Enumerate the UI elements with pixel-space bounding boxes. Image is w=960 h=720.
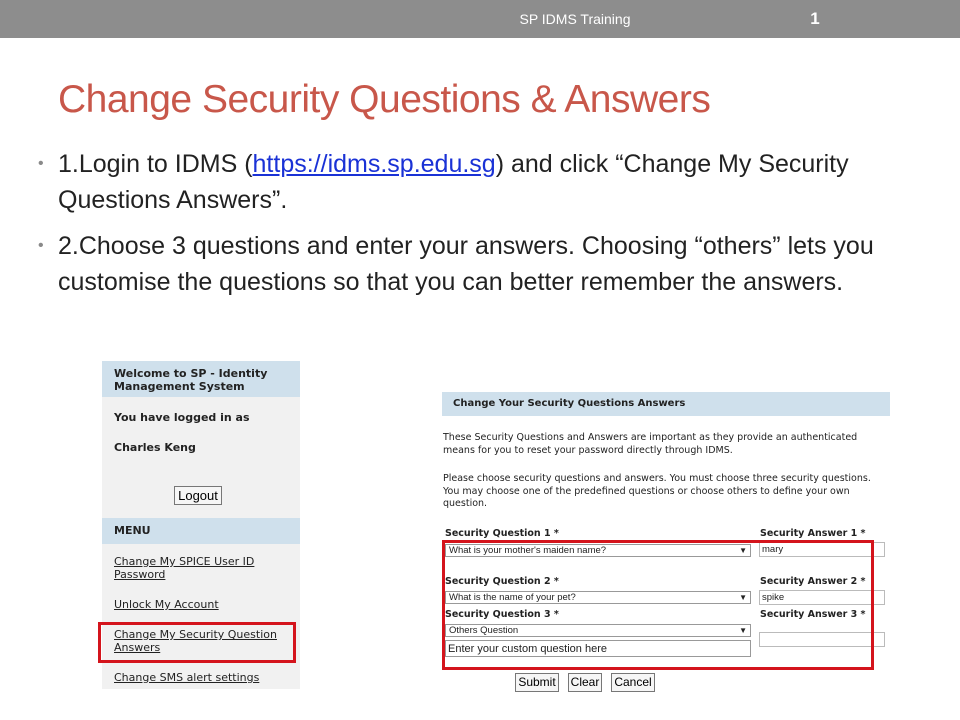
bullet-dot-icon: • [38, 155, 44, 172]
welcome-header [102, 361, 300, 397]
dropdown-arrow-icon: ▼ [739, 546, 747, 555]
answer-2-label: Security Answer 2 * [760, 576, 866, 587]
idms-link[interactable]: https://idms.sp.edu.sg [252, 150, 496, 178]
clear-button[interactable]: Clear [568, 673, 602, 692]
form-instructions-text: Please choose security questions and answers. You must choose three security questions. You may choose one of the predefined questions or choose others to define your own question. [443, 473, 871, 509]
answer-3-label: Security Answer 3 * [760, 609, 866, 620]
question-3-value: Others Question [449, 625, 519, 636]
answer-1-input[interactable]: mary [759, 542, 885, 557]
bullet-text-after: ) and click “Change My Security Questions Answers”. [58, 150, 849, 214]
bullet-dot-icon: • [38, 237, 44, 254]
dropdown-arrow-icon: ▼ [739, 593, 747, 602]
cancel-button[interactable]: Cancel [611, 673, 655, 692]
custom-question-input[interactable]: Enter your custom question here [445, 640, 751, 657]
bullet-item [34, 228, 914, 300]
username: Charles Keng [114, 441, 196, 454]
question-2-label: Security Question 2 * [445, 576, 559, 587]
welcome-text: Welcome to SP - Identity Management System [114, 367, 268, 393]
bullet-text: 2.Choose 3 questions and enter your answers. Choosing “others” lets you customise the questions so that you can better remember the answers. [58, 232, 874, 296]
answer-2-input[interactable]: spike [759, 590, 885, 605]
form-header [442, 392, 890, 416]
presentation-title: SP IDMS Training [519, 11, 631, 27]
question-1-label: Security Question 1 * [445, 528, 559, 539]
question-2-value: What is the name of your pet? [449, 592, 576, 603]
slide-header-bar [0, 0, 960, 38]
slide-title: Change Security Questions & Answers [58, 78, 711, 121]
bullet-text-before: 1.Login to IDMS ( [58, 150, 253, 178]
bullet-item [34, 146, 914, 218]
form-header-title: Change Your Security Questions Answers [453, 398, 686, 409]
slide-number: 1 [810, 9, 820, 28]
question-1-value: What is your mother's maiden name? [449, 545, 607, 556]
logged-in-label: You have logged in as [114, 411, 250, 424]
bullet-list [34, 146, 914, 310]
dropdown-arrow-icon: ▼ [739, 626, 747, 635]
highlight-box-menu-item [98, 622, 296, 663]
highlight-box-questions [442, 540, 874, 670]
question-3-label: Security Question 3 * [445, 609, 559, 620]
answer-1-label: Security Answer 1 * [760, 528, 866, 539]
menu-item-change-spice-password[interactable]: Change My SPICE User ID Password [114, 555, 255, 581]
logout-button[interactable]: Logout [174, 486, 222, 505]
menu-header-label: MENU [114, 524, 151, 537]
form-intro-text: These Security Questions and Answers are important as they provide an authenticated means for you to reset your password directly through IDMS. [443, 432, 858, 456]
submit-button[interactable]: Submit [515, 673, 559, 692]
menu-header [102, 518, 300, 544]
menu-item-sms-alert-settings[interactable]: Change SMS alert settings [114, 671, 260, 684]
menu-item-unlock-account[interactable]: Unlock My Account [114, 598, 219, 611]
menu-item-change-security-question[interactable]: Change My Security Question Answers [114, 628, 277, 654]
